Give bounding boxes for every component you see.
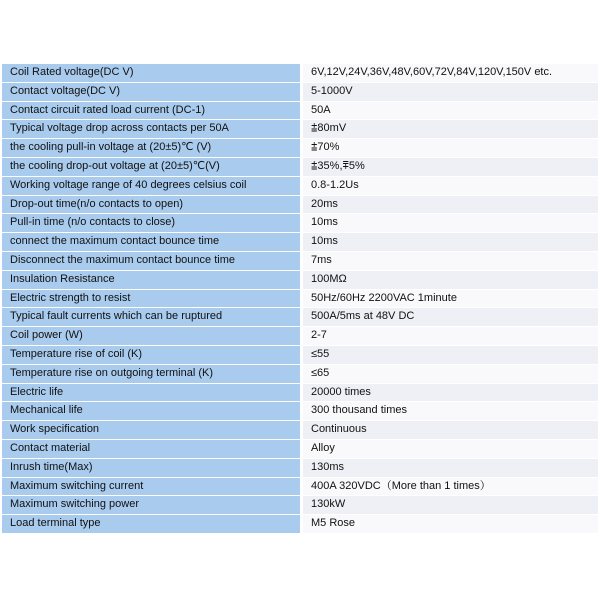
value-cell: ≤65: [302, 364, 599, 383]
parameter-cell: Drop-out time(n/o contacts to open): [2, 195, 302, 214]
parameter-cell: Contact material: [2, 439, 302, 458]
table-row: [2, 327, 598, 346]
parameter-cell: Disconnect the maximum contact bounce time: [2, 251, 302, 270]
specification-table-body: [2, 64, 598, 533]
parameter-cell: Pull-in time (n/o contacts to close): [2, 214, 302, 233]
value-cell: 20000 times: [302, 383, 599, 402]
value-cell: 50Hz/60Hz 2200VAC 1minute: [302, 289, 599, 308]
parameter-cell: Inrush time(Max): [2, 458, 302, 477]
table-row: [2, 439, 598, 458]
parameter-cell: the cooling pull-in voltage at (20±5)℃ (V): [2, 139, 302, 158]
table-row: [2, 120, 598, 139]
value-cell: ⩲80mV: [302, 120, 599, 139]
value-cell: 50A: [302, 101, 599, 120]
table-row: [2, 176, 598, 195]
table-row: [2, 82, 598, 101]
value-cell: 130ms: [302, 458, 599, 477]
parameter-cell: Work specification: [2, 421, 302, 440]
value-cell: 400A 320VDC（More than 1 times）: [302, 477, 599, 496]
table-row: [2, 364, 598, 383]
parameter-cell: Temperature rise of coil (K): [2, 345, 302, 364]
value-cell: 0.8-1.2Us: [302, 176, 599, 195]
table-row: [2, 289, 598, 308]
parameter-cell: Temperature rise on outgoing terminal (K): [2, 364, 302, 383]
parameter-cell: connect the maximum contact bounce time: [2, 233, 302, 252]
parameter-cell: Contact circuit rated load current (DC-1): [2, 101, 302, 120]
table-row: [2, 101, 598, 120]
parameter-cell: Load terminal type: [2, 515, 302, 534]
table-row: [2, 421, 598, 440]
table-row: [2, 195, 598, 214]
value-cell: Continuous: [302, 421, 599, 440]
parameter-cell: Maximum switching current: [2, 477, 302, 496]
parameter-cell: Maximum switching power: [2, 496, 302, 515]
table-row: [2, 402, 598, 421]
parameter-cell: Contact voltage(DC V): [2, 82, 302, 101]
parameter-cell: Coil Rated voltage(DC V): [2, 64, 302, 82]
table-row: [2, 477, 598, 496]
value-cell: 10ms: [302, 214, 599, 233]
table-row: [2, 345, 598, 364]
specification-table: [2, 64, 598, 534]
table-row: [2, 383, 598, 402]
table-row: [2, 157, 598, 176]
value-cell: 6V,12V,24V,36V,48V,60V,72V,84V,120V,150V etc.: [302, 64, 599, 82]
value-cell: 20ms: [302, 195, 599, 214]
parameter-cell: Mechanical life: [2, 402, 302, 421]
parameter-cell: Electric life: [2, 383, 302, 402]
parameter-cell: the cooling drop-out voltage at (20±5)℃(V): [2, 157, 302, 176]
value-cell: M5 Rose: [302, 515, 599, 534]
value-cell: ⩲35%,⩱5%: [302, 157, 599, 176]
table-row: [2, 64, 598, 82]
value-cell: 5-1000V: [302, 82, 599, 101]
parameter-cell: Typical voltage drop across contacts per 50A: [2, 120, 302, 139]
parameter-cell: Electric strength to resist: [2, 289, 302, 308]
value-cell: ⩲70%: [302, 139, 599, 158]
table-row: [2, 214, 598, 233]
value-cell: 10ms: [302, 233, 599, 252]
parameter-cell: Working voltage range of 40 degrees celsius coil: [2, 176, 302, 195]
value-cell: 500A/5ms at 48V DC: [302, 308, 599, 327]
table-row: [2, 251, 598, 270]
table-row: [2, 233, 598, 252]
value-cell: 2-7: [302, 327, 599, 346]
parameter-cell: Insulation Resistance: [2, 270, 302, 289]
value-cell: 130kW: [302, 496, 599, 515]
value-cell: ≤55: [302, 345, 599, 364]
table-row: [2, 308, 598, 327]
value-cell: 300 thousand times: [302, 402, 599, 421]
value-cell: 100MΩ: [302, 270, 599, 289]
table-row: [2, 515, 598, 534]
value-cell: Alloy: [302, 439, 599, 458]
table-row: [2, 139, 598, 158]
table-row: [2, 496, 598, 515]
parameter-cell: Typical fault currents which can be ruptured: [2, 308, 302, 327]
table-row: [2, 458, 598, 477]
value-cell: 7ms: [302, 251, 599, 270]
table-row: [2, 270, 598, 289]
parameter-cell: Coil power (W): [2, 327, 302, 346]
